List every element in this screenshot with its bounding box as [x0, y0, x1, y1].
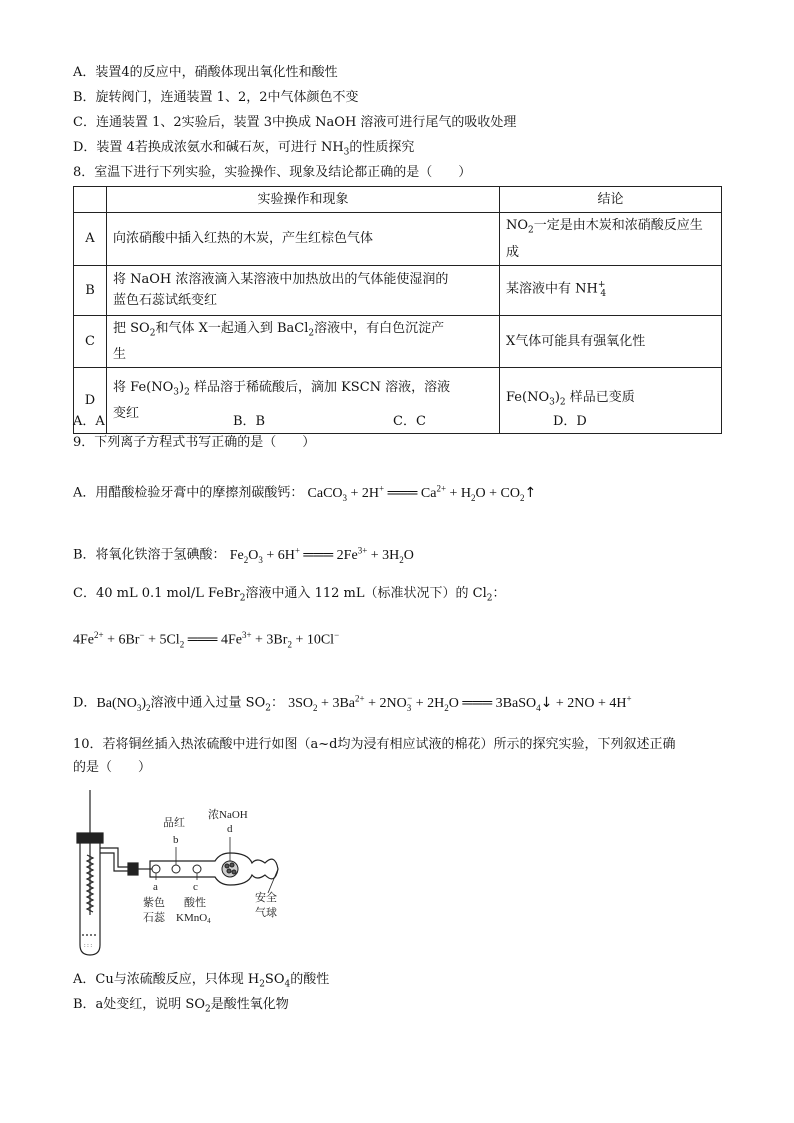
- choice-c: C．C: [393, 414, 426, 429]
- q10-apparatus-diagram: [70, 785, 300, 960]
- label-d: d: [227, 823, 233, 835]
- q9-option-c-equation: $4Fe^{2+} + 6Br^- + 5Cl_2$ ═══ $4Fe^{3+} + 3Br_2 + 10Cl^-$: [73, 630, 340, 650]
- row-operation: 把 $SO_2$和气体 X一起通入到 BaCl$_2$溶液中，有白色沉淀产 生: [107, 315, 500, 368]
- header-conclusion: 结论: [500, 187, 722, 213]
- row-conclusion: X气体可能具有强氧化性: [500, 315, 722, 368]
- q8-choices: [73, 410, 673, 430]
- row-operation: 向浓硝酸中插入红热的木炭，产生红棕色气体: [107, 213, 500, 266]
- choice-a: A．A: [73, 414, 105, 429]
- q10-option-b: B．a处变红，说明 $SO_2$是酸性氧化物: [73, 997, 289, 1015]
- row-operation: 将 NaOH 浓溶液滴入某溶液中加热放出的气体能使湿润的 蓝色石蕊试纸变红: [107, 265, 500, 315]
- label-shirui: 石蕊: [143, 912, 165, 924]
- choice-b: B．B: [233, 414, 266, 429]
- cotton-balls: [152, 861, 238, 877]
- row-label: D: [74, 368, 107, 434]
- q8-stem: 8．室温下进行下列实验，实验操作、现象及结论都正确的是（ ）: [73, 165, 472, 180]
- q10-option-a: A．Cu与浓硫酸反应，只体现 $H_2SO_4$的酸性: [73, 972, 330, 990]
- label-qiqiu: 气球: [255, 907, 277, 919]
- table-row: [74, 265, 722, 315]
- label-a: a: [153, 881, 158, 893]
- row-conclusion: $NO_2$一定是由木炭和浓硝酸反应生成: [500, 213, 722, 266]
- row-label: A: [74, 213, 107, 266]
- delivery-tube: [100, 848, 278, 885]
- row-conclusion: 某溶液中有 $NH^+_4$: [500, 265, 722, 315]
- q10-stem-line2: 的是（ ）: [73, 760, 152, 775]
- label-pinhong: 品红: [163, 817, 185, 829]
- q7-option-b: B．旋转阀门，连通装置 1、2，2中气体颜色不变: [73, 90, 359, 105]
- label-kmno4: KMnO4: [176, 912, 211, 925]
- q9-option-d: D．$Ba(NO_3)_2$溶液中通入过量 $SO_2$： $3SO_2 + 3Ba^{2+} + 2NO_3^- + 2H_2O$ ═══ 3BaSO$_4$↓ + 2NO + 4H+: [73, 693, 632, 714]
- label-b: b: [173, 834, 179, 846]
- table-row: [74, 315, 722, 368]
- label-c: c: [193, 881, 198, 893]
- q7-option-c: C．连通装置 1、2实验后，装置 3中换成 NaOH 溶液可进行尾气的吸收处理: [73, 115, 517, 130]
- q9-option-b: B．将氧化铁溶于氢碘酸： $Fe_2O_3 + 6H^+$ ═══ $2Fe^{3+} + 3H_2O$: [73, 545, 414, 565]
- table-header-row: [74, 187, 722, 213]
- header-operation: 实验操作和现象: [107, 187, 500, 213]
- q9-option-a: A．用醋酸检验牙膏中的摩擦剂碳酸钙： CaCO$_3$ + 2H+ ═══ $Ca^{2+} + H_2O$ + $CO_2↑$: [73, 483, 537, 503]
- svg-text:: : :: : : :: [84, 943, 93, 949]
- row-conclusion: $Fe(NO_3)_2$ 样品已变质: [500, 368, 722, 434]
- label-nongnaoh: 浓NaOH: [208, 809, 248, 821]
- label-zise: 紫色: [143, 897, 165, 909]
- q7-option-a: A．装置4的反应中，硝酸体现出氧化性和酸性: [73, 65, 338, 80]
- q9-stem: 9．下列离子方程式书写正确的是（ ）: [73, 435, 316, 450]
- test-tube: [77, 790, 103, 955]
- q7-option-d: D．装置 4若换成浓氨水和碱石灰，可进行 $NH_3$的性质探究: [73, 140, 415, 158]
- label-suanxing: 酸性: [184, 897, 206, 909]
- label-anquan: 安全: [255, 892, 277, 904]
- q8-table: [73, 186, 722, 434]
- row-label: C: [74, 315, 107, 368]
- choice-d: D．D: [553, 414, 587, 429]
- row-label: B: [74, 265, 107, 315]
- row-operation: 将 $Fe(NO_3)_2$ 样品溶于稀硫酸后，滴加 KSCN 溶液，溶液 变红: [107, 368, 500, 434]
- table-row: [74, 213, 722, 266]
- q10-stem-line1: 10．若将铜丝插入热浓硫酸中进行如图（a~d均为浸有相应试液的棉花）所示的探究实验，下列叙述正确: [73, 737, 676, 752]
- q9-option-c: C．40 mL 0.1 mol/L FeBr$_2$溶液中通入 112 mL（标准状况下）的 $Cl_2$：: [73, 586, 506, 604]
